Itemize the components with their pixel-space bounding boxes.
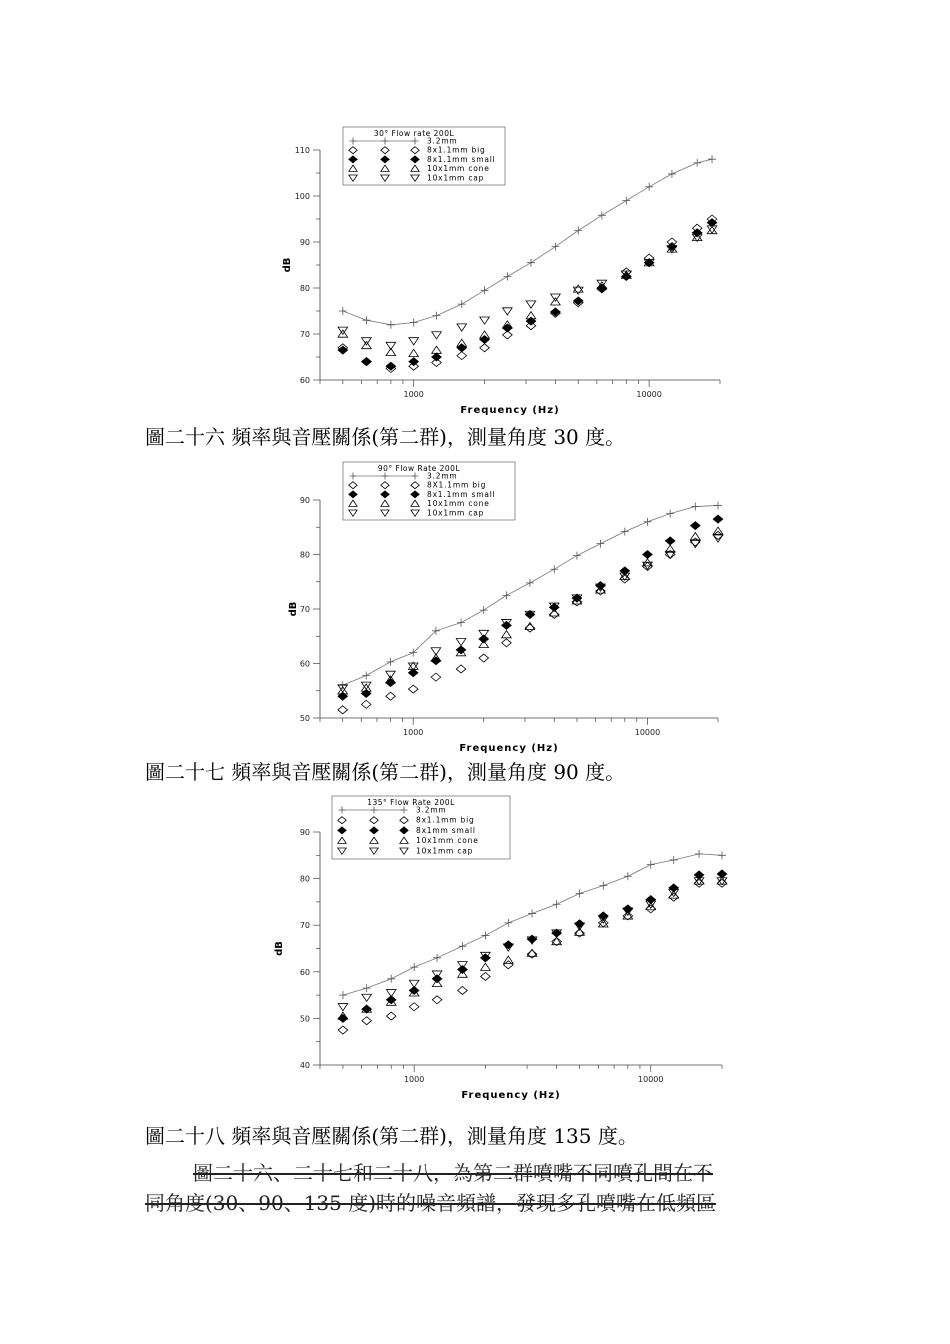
data-point: [339, 307, 347, 315]
data-point: [458, 300, 466, 308]
chart-135-degree: [0, 792, 950, 1112]
data-point: [431, 673, 441, 681]
data-point: [362, 994, 372, 1001]
data-point: [691, 503, 699, 511]
series-2: [338, 870, 727, 1022]
data-point: [502, 591, 510, 599]
data-point: [670, 856, 678, 864]
data-point: [480, 336, 490, 344]
data-point: [387, 975, 395, 983]
data-point: [574, 227, 582, 235]
data-point: [647, 861, 655, 869]
data-point: [480, 317, 490, 324]
data-point: [456, 646, 466, 654]
legend-label: 3.2mm: [427, 136, 458, 146]
legend-label: 3.2mm: [416, 805, 447, 815]
body-paragraph: [145, 1158, 815, 1218]
data-point: [525, 610, 535, 618]
figure-26: [0, 110, 950, 420]
data-point: [387, 321, 395, 329]
data-point: [596, 540, 604, 548]
data-point: [433, 954, 441, 962]
series-0: [339, 501, 722, 689]
legend-label: 10x1mm cone: [416, 836, 479, 846]
y-tick-label: 70: [299, 330, 310, 339]
data-point: [362, 316, 370, 324]
x-tick-label: 1000: [403, 1075, 425, 1084]
y-tick-label: 70: [299, 605, 310, 614]
y-tick-label: 60: [299, 967, 310, 977]
data-point: [456, 639, 466, 646]
data-point: [666, 510, 674, 518]
caption-figure-27: 圖二十七 頻率與音壓關係(第二群)，測量角度 90 度。: [145, 760, 626, 784]
data-point: [386, 679, 396, 687]
data-point: [339, 991, 347, 999]
data-point: [458, 986, 468, 994]
data-point: [387, 658, 395, 666]
data-point: [432, 346, 442, 353]
legend-label: 10x1mm cap: [416, 846, 474, 856]
data-point: [714, 501, 722, 509]
data-point: [690, 522, 700, 530]
caption-figure-28: 圖二十八 頻率與音壓關係(第二群)，測量角度 135 度。: [145, 1124, 638, 1148]
data-point: [552, 929, 562, 937]
data-point: [504, 941, 514, 949]
legend: [343, 127, 505, 185]
y-tick-label: 110: [294, 146, 310, 155]
legend: [343, 462, 515, 520]
data-point: [693, 159, 701, 167]
data-point: [409, 349, 419, 356]
data-point: [713, 515, 723, 523]
y-axis-label: dB: [288, 601, 299, 617]
legend-label: 8x1.1mm small: [427, 489, 496, 499]
series-2: [338, 515, 723, 700]
data-point: [410, 319, 418, 327]
data-point: [409, 338, 419, 345]
data-point: [457, 619, 465, 627]
data-point: [431, 657, 441, 665]
y-tick-label: 80: [299, 874, 310, 884]
data-point: [573, 287, 583, 294]
data-point: [409, 1003, 419, 1011]
data-point: [665, 537, 675, 545]
data-point: [576, 890, 584, 898]
y-tick-label: 80: [299, 550, 310, 560]
data-point: [458, 942, 466, 950]
data-point: [432, 353, 442, 361]
series-line: [343, 854, 722, 995]
data-point: [643, 518, 651, 526]
data-point: [386, 692, 396, 700]
data-point: [598, 211, 606, 219]
data-point: [361, 689, 371, 697]
data-point: [526, 317, 536, 325]
data-point: [386, 671, 396, 678]
legend-label: 10x1mm cap: [427, 508, 485, 518]
data-point: [481, 931, 489, 939]
legend-label: 3.2mm: [427, 471, 458, 481]
data-point: [527, 259, 535, 267]
data-point: [432, 996, 442, 1004]
data-point: [338, 692, 348, 700]
data-point: [526, 301, 536, 308]
series-4: [338, 878, 727, 1011]
data-point: [409, 358, 419, 366]
y-tick-label: 80: [299, 284, 310, 293]
legend-label: 10x1mm cone: [427, 164, 490, 174]
data-point: [526, 579, 534, 587]
y-tick-label: 60: [299, 659, 310, 669]
data-point: [502, 631, 512, 638]
series-3: [338, 227, 717, 357]
figure-28: [0, 792, 950, 1112]
legend-label: 8X1.1mm big: [427, 480, 487, 490]
data-point: [599, 882, 607, 890]
series-2: [338, 219, 717, 371]
x-tick-label: 1000: [403, 390, 424, 399]
x-tick-label: 10000: [638, 1075, 664, 1084]
data-point: [481, 286, 489, 294]
data-point: [481, 963, 491, 970]
paragraph-line-1: 圖二十六、二十七和二十八，為第二群噴嘴不同噴孔間在不: [193, 1161, 713, 1185]
data-point: [708, 155, 716, 163]
legend-title: 30° Flow rate 200L: [373, 129, 455, 138]
data-point: [338, 1004, 348, 1011]
legend-title: 90° Flow Rate 200L: [377, 464, 461, 473]
data-point: [338, 706, 348, 714]
x-axis-label: Frequency (Hz): [459, 743, 559, 754]
data-point: [552, 938, 562, 946]
data-point: [504, 919, 512, 927]
x-axis-label: Frequency (Hz): [460, 405, 560, 416]
y-tick-label: 90: [299, 496, 310, 505]
legend-label: 8x1.1mm big: [427, 145, 486, 155]
legend-label: 10x1mm cap: [427, 173, 485, 183]
data-point: [695, 850, 703, 858]
data-point: [480, 344, 490, 352]
y-tick-label: 90: [299, 828, 310, 837]
data-point: [553, 900, 561, 908]
y-tick-label: 50: [299, 714, 310, 723]
data-point: [361, 700, 371, 708]
legend-title: 135° Flow Rate 200L: [367, 798, 455, 807]
data-point: [457, 352, 467, 360]
data-point: [362, 671, 370, 679]
data-point: [573, 285, 583, 292]
legend: [332, 796, 510, 859]
y-tick-label: 40: [299, 1061, 310, 1070]
data-point: [624, 872, 632, 880]
data-point: [361, 682, 371, 689]
chart-30-degree: [0, 110, 950, 420]
legend-label: 8x1mm small: [416, 825, 476, 835]
x-tick-label: 10000: [634, 728, 661, 737]
data-point: [503, 273, 511, 281]
data-point: [502, 639, 512, 647]
y-tick-label: 60: [299, 376, 310, 385]
y-tick-label: 50: [299, 1014, 310, 1024]
data-point: [718, 851, 726, 859]
data-point: [551, 243, 559, 251]
chart-90-degree: [0, 458, 950, 758]
data-point: [408, 685, 418, 693]
series-3: [338, 877, 727, 1019]
data-point: [432, 332, 442, 339]
x-tick-label: 10000: [636, 390, 662, 399]
data-point: [457, 344, 467, 352]
data-point: [668, 170, 676, 178]
data-point: [363, 984, 371, 992]
data-point: [338, 1026, 348, 1034]
data-point: [457, 324, 467, 331]
data-point: [573, 552, 581, 560]
legend-label: 8x1.1mm big: [416, 815, 475, 825]
data-point: [480, 606, 488, 614]
y-tick-label: 70: [299, 921, 310, 931]
legend-label: 8x1.1mm small: [427, 154, 496, 164]
x-axis-label: Frequency (Hz): [461, 1090, 561, 1101]
data-point: [620, 567, 630, 575]
y-tick-label: 90: [299, 238, 310, 247]
data-point: [386, 1012, 396, 1020]
data-point: [575, 920, 585, 928]
data-point: [643, 551, 653, 559]
figure-27: [0, 458, 950, 758]
data-point: [362, 1017, 372, 1025]
y-axis-label: dB: [282, 257, 293, 273]
data-point: [502, 621, 512, 629]
data-point: [645, 183, 653, 191]
data-point: [528, 910, 536, 918]
data-point: [481, 972, 491, 980]
series-0: [339, 850, 726, 999]
y-axis-label: dB: [274, 941, 285, 956]
data-point: [479, 635, 489, 643]
data-point: [550, 565, 558, 573]
data-point: [433, 312, 441, 320]
data-point: [479, 654, 489, 662]
data-point: [410, 963, 418, 971]
series-line: [343, 505, 718, 685]
x-tick-label: 1000: [403, 728, 424, 737]
caption-figure-26: 圖二十六 頻率與音壓關係(第二群)，測量角度 30 度。: [145, 425, 626, 449]
data-point: [621, 528, 629, 536]
data-point: [665, 551, 675, 559]
y-tick-label: 100: [294, 192, 310, 201]
data-point: [362, 358, 372, 366]
paragraph-line-2: 同角度(30、90、135 度)時的噪音頻譜，發現多孔噴嘴在低頻區: [145, 1191, 717, 1215]
legend-label: 10x1mm cone: [427, 499, 490, 509]
data-point: [504, 961, 514, 969]
series-1: [338, 215, 717, 373]
series-4: [338, 226, 717, 350]
data-point: [622, 197, 630, 205]
data-point: [338, 1014, 348, 1022]
data-point: [503, 308, 513, 315]
data-point: [456, 665, 466, 673]
data-point: [620, 575, 630, 583]
